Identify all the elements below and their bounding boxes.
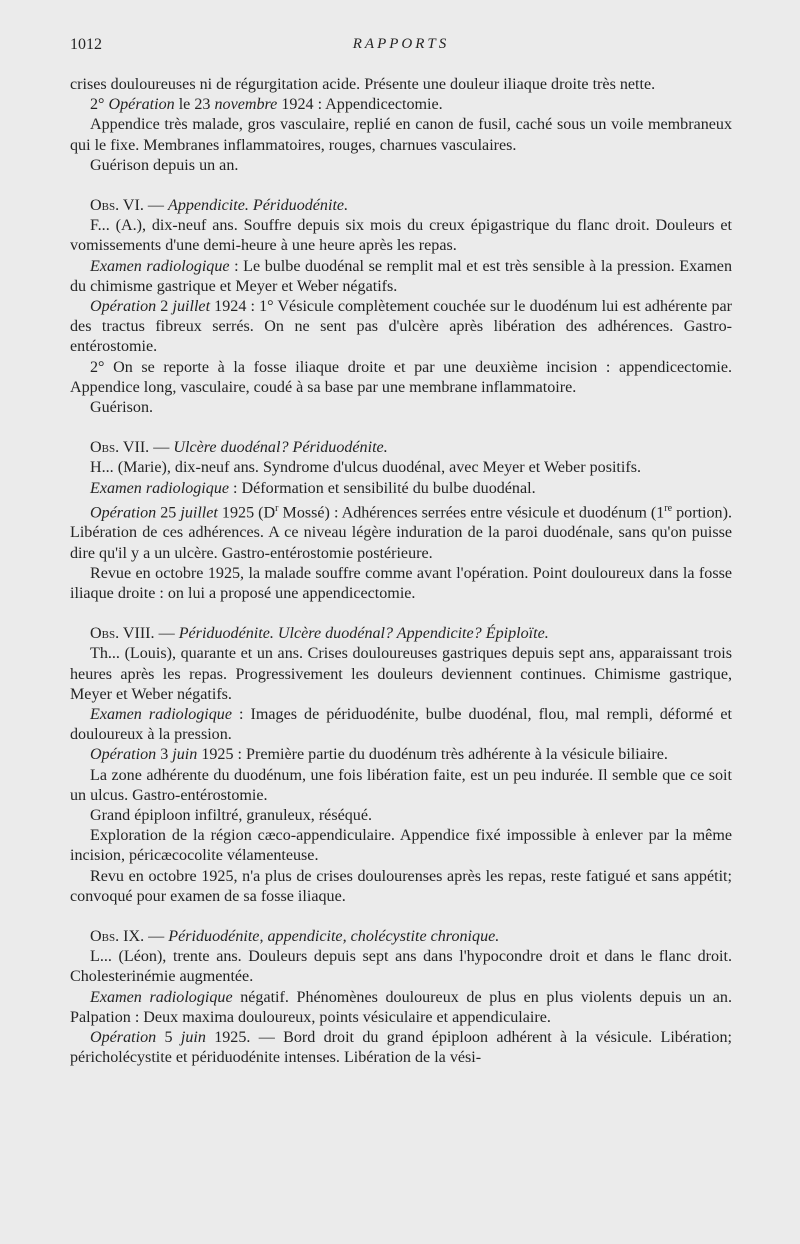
text-run: Revu en octobre 1925, n'a plus de crises doulourenses après les repas, reste fatigué et sans appétit; convoqué pour examen de sa fosse iliaque.: [70, 867, 732, 905]
text-run: crises douloureuses ni de régurgitation acide. Présente une douleur iliaque droite très nette.: [70, 76, 656, 93]
text-run: juin: [180, 1029, 206, 1047]
text-run: . VII. —: [115, 439, 174, 457]
text-run: 1924 : 1° Vésicule complètement couchée sur le duodénum lui est adhérente par des tractus fibreux serrés. On ne sent pas d'ulcère après libération des adhérences. Gastro-entérostomie.: [70, 298, 733, 356]
paragraph: [70, 216, 732, 256]
paragraph: [70, 988, 732, 1028]
text-run: Opération: [90, 298, 157, 316]
text-run: Obs: [90, 625, 116, 643]
text-run: Guérison depuis un an.: [90, 156, 239, 174]
text-run: L... (Léon), trente ans. Douleurs depuis sept ans dans l'hypocondre droit et dans le flanc droit. Cholesterinémie augmentée.: [70, 948, 732, 986]
text-run: 2°: [90, 96, 109, 114]
text-run: Exploration de la région cæco-appendiculaire. Appendice fixé impossible à enlever par la même incision, péricæcocolite vélamenteuse.: [70, 827, 732, 865]
text-run: Appendice très malade, gros vasculaire, replié en canon de fusil, caché sous un voile membraneux qui le fixe. Membranes inflammatoires, rouges, charnues vasculaires.: [70, 116, 732, 154]
text-run: Opération: [108, 96, 175, 114]
text-run: Examen radiologique: [90, 479, 230, 497]
text-run: portion). Libération de ces adhérences. A ce niveau légère induration de la paroi duodénale, sans qu'on puisse dire qu'il y a un ulcère. Gastro-entérostomie postérieure.: [70, 504, 732, 562]
paragraph: [70, 458, 732, 478]
text-run: re: [664, 502, 673, 514]
text-run: Guérison.: [90, 399, 154, 417]
text-run: 5: [156, 1029, 181, 1047]
text-run: Périduodénite, appendicite, cholécystite chronique.: [168, 928, 500, 946]
text-run: Examen radiologique: [90, 988, 233, 1006]
text-run: 1925. — Bord droit du grand épiploon adhérent à la vésicule. Libération; péricholécystite et périduodénite intenses. Libération de la vési-: [70, 1029, 732, 1067]
paragraph: [70, 479, 732, 499]
text-run: . VI. —: [115, 197, 168, 215]
paragraph: [70, 766, 732, 806]
paragraph: [70, 705, 732, 745]
text-run: 1925 (D: [217, 504, 276, 522]
observation-heading: [70, 927, 732, 947]
text-run: Ulcère duodénal? Périduodénite.: [173, 439, 388, 457]
text-run: Revue en octobre 1925, la malade souffre comme avant l'opération. Point douloureux dans la fosse iliaque droite : on lui a proposé une appendicectomie.: [70, 564, 732, 603]
paragraph: [70, 115, 732, 155]
paragraph: [70, 867, 732, 907]
page-header: [70, 36, 732, 58]
text-run: Obs: [90, 928, 116, 946]
text-run: juin: [172, 746, 198, 764]
page-number: 1012: [70, 36, 102, 53]
paragraph: [70, 297, 732, 358]
paragraph: [70, 947, 732, 987]
paragraph: [70, 257, 732, 297]
text-run: H... (Marie), dix-neuf ans. Syndrome d'ulcus duodénal, avec Meyer et Weber positifs.: [90, 459, 642, 477]
text-run: 2: [156, 298, 173, 316]
paragraph: [70, 95, 732, 115]
text-run: Opération: [90, 504, 157, 522]
observation-heading: [70, 196, 732, 216]
text-run: F... (A.), dix-neuf ans. Souffre depuis six mois du creux épigastrique du flanc droit. Douleurs et vomissements d'une demi-heure à une heure après les repas.: [70, 217, 732, 255]
paragraph: [70, 1028, 732, 1068]
paragraph: [70, 826, 732, 866]
paragraph: [70, 499, 732, 564]
text-run: : Déformation et sensibilité du bulbe duodénal.: [229, 479, 536, 497]
text-run: 25: [156, 504, 181, 522]
text-run: 2° On se reporte à la fosse iliaque droite et par une deuxième incision : appendicectomie. Appendice long, vasculaire, coudé à sa base par une membrane inflammatoire.: [70, 358, 732, 396]
text-run: La zone adhérente du duodénum, une fois libération faite, est un peu indurée. Il semble que ce soit un ulcus. Gastro-entérostomie.: [70, 766, 732, 804]
text-run: Grand épiploon infiltré, granuleux, réséqué.: [90, 807, 372, 825]
paragraph: [70, 156, 732, 176]
text-run: Périduodénite. Ulcère duodénal? Appendicite? Épiploïte.: [178, 625, 549, 643]
body-text: [70, 75, 732, 1069]
text-run: Examen radiologique: [90, 257, 230, 275]
text-run: négatif. Phénomènes douloureux de plus en plus violents depuis un an. Palpation : Deux maxima douloureux, points vésiculaire et appendiculaire.: [70, 988, 732, 1026]
observation-heading: [70, 624, 732, 644]
text-run: novembre: [214, 96, 278, 114]
text-run: r: [275, 502, 279, 514]
text-run: . VIII. —: [115, 625, 179, 643]
paragraph: [70, 75, 732, 95]
text-run: Examen radiologique: [90, 706, 233, 724]
text-run: juillet: [172, 298, 211, 316]
running-title: RAPPORTS: [352, 36, 450, 52]
text-run: le 23: [174, 96, 215, 114]
text-run: Opération: [90, 1029, 157, 1047]
text-run: Obs: [90, 439, 116, 457]
text-run: . IX. —: [115, 928, 169, 946]
text-run: : Images de périduodénite, bulbe duodénal, flou, mal rempli, déformé et douloureux à la pression.: [70, 706, 732, 744]
text-run: juillet: [180, 504, 218, 522]
paragraph: [70, 806, 732, 826]
observation-heading: [70, 438, 732, 458]
paragraph: [70, 644, 732, 705]
paragraph: [70, 745, 732, 765]
text-run: Th... (Louis), quarante et un ans. Crises douloureuses gastriques depuis sept ans, apparaissant trois heures après les repas. Progressivement les douleurs deviennent continues. Chimisme gastrique, Meyer et Weber négatifs.: [70, 645, 732, 703]
text-run: 1924 : Appendicectomie.: [277, 96, 443, 114]
text-run: Mossé) : Adhérences serrées entre vésicule et duodénum (1: [278, 504, 665, 522]
text-run: Opération: [90, 746, 157, 764]
paragraph: [70, 564, 732, 604]
text-run: : Le bulbe duodénal se remplit mal et est très sensible à la pression. Examen du chimisme gastrique et Meyer et Weber négatifs.: [70, 257, 733, 295]
text-run: 3: [156, 746, 173, 764]
text-run: Appendicite. Périduodénite.: [167, 197, 349, 215]
text-run: 1925 : Première partie du duodénum très adhérente à la vésicule biliaire.: [197, 746, 668, 764]
paragraph: [70, 358, 732, 398]
text-run: Obs: [90, 197, 116, 215]
paragraph: [70, 398, 732, 418]
